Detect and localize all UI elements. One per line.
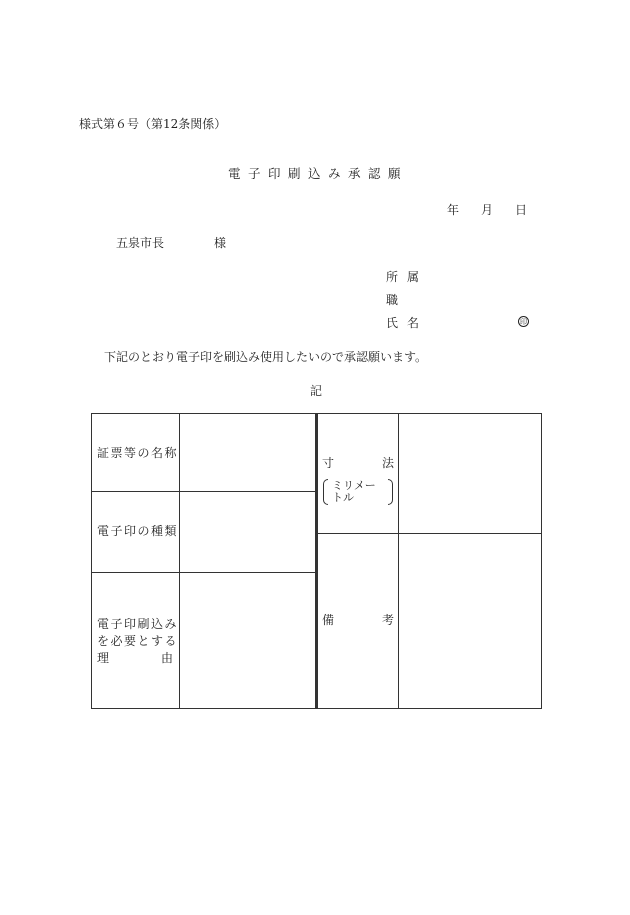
size-unit-line1: ミリメー xyxy=(332,479,376,492)
table-divider-right-col xyxy=(398,413,399,709)
remarks-label-kou: 考 xyxy=(381,613,394,627)
remarks-label-bi: 備 xyxy=(322,613,335,627)
reason-label-ri: 理 xyxy=(97,651,110,665)
addressee-honorific: 様 xyxy=(214,236,227,250)
size-label-hou: 法 xyxy=(381,456,394,470)
addressee xyxy=(116,237,226,249)
table-border-right xyxy=(541,413,542,709)
table-divider-center xyxy=(315,413,318,709)
applicant-job-label: 職 xyxy=(386,293,399,307)
table-row-line-1 xyxy=(91,491,316,492)
reason-label-line2: を必要とする xyxy=(97,634,179,648)
right-paren-icon xyxy=(388,479,393,505)
ki-label: 記 xyxy=(310,384,323,398)
date-year-label: 年 xyxy=(447,203,460,217)
size-unit-label xyxy=(323,479,393,507)
size-label xyxy=(322,457,394,469)
applicant-affiliation-label: 所属 xyxy=(386,270,429,284)
table-row-line-2 xyxy=(91,572,316,573)
page-title: 電子印刷込み承認願 xyxy=(228,166,409,181)
body-text: 下記のとおり電子印を刷込み使用したいので承認願います。 xyxy=(104,350,428,364)
date-line xyxy=(447,204,527,216)
remarks-label xyxy=(322,614,394,626)
reason-label xyxy=(97,616,177,667)
form-number: 様式第６号（第12条関係） xyxy=(79,117,227,131)
addressee-name: 五泉市長 xyxy=(116,236,165,250)
date-month-label: 月 xyxy=(481,203,494,217)
form-table xyxy=(91,413,542,709)
table-divider-left-col xyxy=(179,413,180,709)
date-day-label: 日 xyxy=(515,203,528,217)
table-border-left xyxy=(91,413,92,709)
size-label-sun: 寸 xyxy=(322,456,335,470)
reason-label-yu: 由 xyxy=(160,651,173,665)
seal-icon: 印 xyxy=(520,318,527,326)
size-unit-text xyxy=(332,480,376,504)
certificate-name-label: 証票等の名称 xyxy=(97,446,179,460)
size-unit-line2: トル xyxy=(332,491,354,504)
reason-label-line1: 電子印刷込み xyxy=(97,617,179,631)
reason-label-line3 xyxy=(97,650,173,667)
table-row-line-right xyxy=(317,533,542,534)
left-paren-icon xyxy=(323,479,328,505)
applicant-name-label: 氏名 xyxy=(386,316,429,330)
seal-type-label: 電子印の種類 xyxy=(97,524,179,538)
